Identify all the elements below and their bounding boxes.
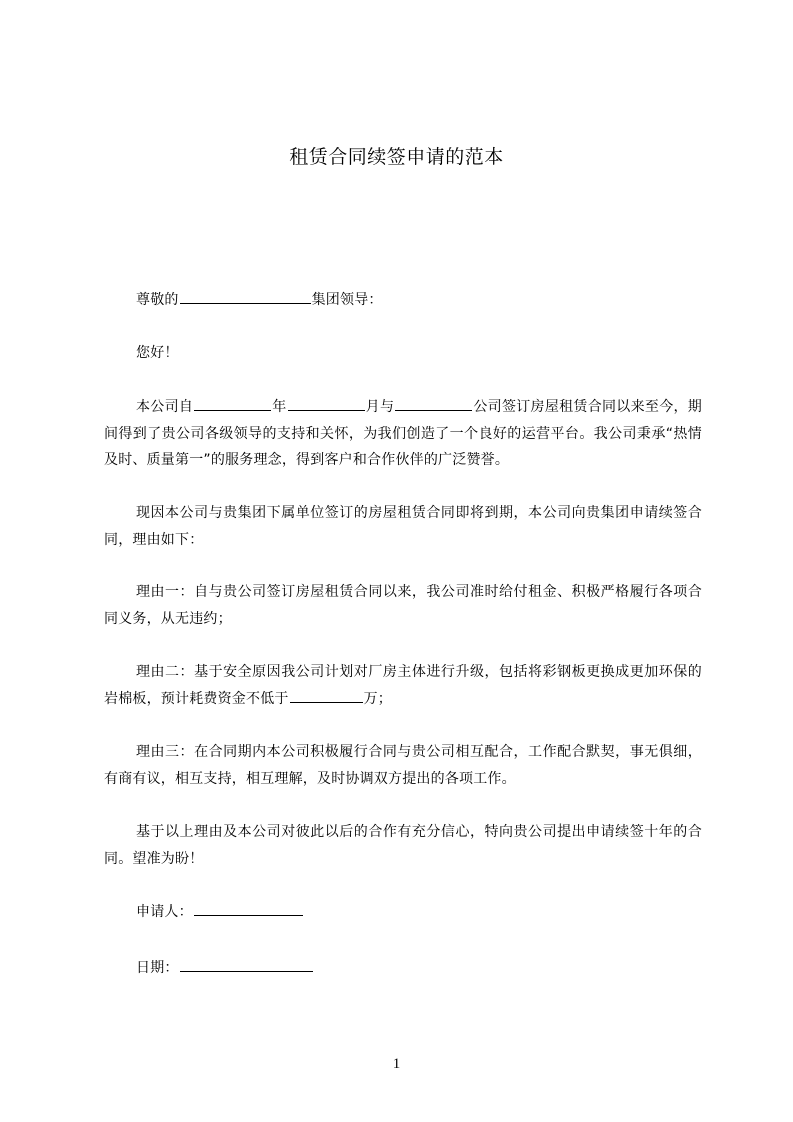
- applicant-line: [104, 899, 702, 926]
- year-label: 年: [272, 399, 287, 415]
- intro-part2: 公司签订房屋租赁合同以来至今，期间得到了贵公司各级领导的支持和关怀，为我们创造了一个良好的运营平台。我公司秉承“热情及时、质量第一”的服务理念，得到客户和合作伙伴的广泛赞誉。: [104, 399, 702, 468]
- salutation-prefix: 尊敬的: [136, 292, 179, 308]
- page-number: 1: [392, 1056, 401, 1072]
- month-label: 月与: [365, 399, 395, 415]
- amount-blank: [290, 688, 363, 703]
- date-label: 日期：: [136, 960, 179, 976]
- intro-part1: 本公司自: [136, 399, 194, 415]
- request-paragraph: 现因本公司与贵集团下属单位签订的房屋租赁合同即将到期，本公司向贵集团申请续签合同，理由如下：: [104, 505, 702, 548]
- recipient-blank: [180, 289, 311, 304]
- document-title: 租赁合同续签申请的范本: [289, 146, 504, 168]
- conclusion-paragraph: 基于以上理由及本公司对彼此以后的合作有充分信心，特向贵公司提出申请续签十年的合同。望准为盼！: [104, 824, 702, 867]
- reason-one-paragraph: 理由一：自与贵公司签订房屋租赁合同以来，我公司准时给付租金、积极严格履行各项合同义务，从无违约；: [104, 584, 702, 627]
- company-blank: [395, 396, 472, 411]
- reason-two-text: 理由二：基于安全原因我公司计划对厂房主体进行升级，包括将彩钢板更换成更加环保的岩棉板，预计耗费资金不低于: [104, 664, 702, 707]
- date-line: [104, 955, 702, 982]
- reason-two-unit: 万；: [363, 690, 393, 707]
- salutation-line: [104, 287, 702, 314]
- reason-two-paragraph: [104, 659, 702, 712]
- applicant-blank: [194, 901, 303, 916]
- year-blank: [194, 396, 271, 411]
- intro-paragraph: [104, 394, 702, 474]
- applicant-label: 申请人：: [136, 904, 193, 920]
- date-blank: [180, 957, 313, 972]
- reason-three-paragraph: 理由三：在合同期内本公司积极履行合同与贵公司相互配合，工作配合默契，事无俱细，有商有议，相互支持，相互理解，及时协调双方提出的各项工作。: [104, 744, 702, 787]
- salutation-suffix: 集团领导：: [311, 292, 383, 308]
- greeting: 您好！: [136, 345, 179, 361]
- month-blank: [288, 396, 365, 411]
